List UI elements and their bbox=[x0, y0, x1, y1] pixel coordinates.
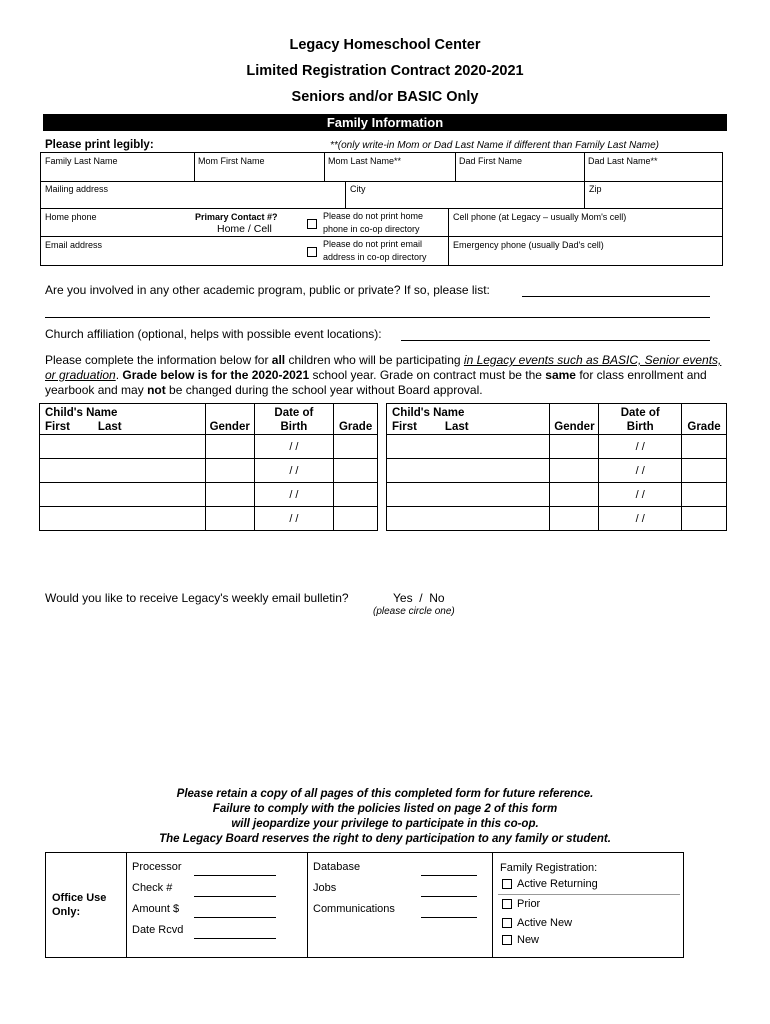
date-rcvd-line[interactable] bbox=[194, 938, 276, 939]
gender-header: Gender bbox=[550, 404, 599, 435]
dad-first-name-field[interactable]: Dad First Name bbox=[459, 156, 523, 166]
home-phone-field[interactable]: Home phone bbox=[45, 212, 97, 222]
bulletin-question: Would you like to receive Legacy's weekly email bulletin? bbox=[45, 591, 349, 605]
gender-header: Gender bbox=[205, 404, 254, 435]
database-label: Database bbox=[313, 861, 361, 873]
family-registration-label: Family Registration: bbox=[500, 862, 598, 874]
amount-line[interactable] bbox=[194, 917, 276, 918]
church-question: Church affiliation (optional, helps with possible event locations): bbox=[45, 327, 382, 341]
org-title: Legacy Homeschool Center bbox=[289, 37, 481, 53]
retention-notice: Please retain a copy of all pages of this completed form for future reference. Failure to comply with the policies listed on page 2 of this form will jeopardize your privilege to participate in this co-op. The Legacy Board reserves the right to deny participation to any family or student. bbox=[159, 788, 611, 845]
communications-line[interactable] bbox=[421, 917, 477, 918]
email-field[interactable]: Email address bbox=[45, 240, 103, 250]
contract-subtitle: Seniors and/or BASIC Only bbox=[291, 89, 479, 105]
academic-answer-line[interactable] bbox=[522, 296, 710, 297]
processor-line[interactable] bbox=[194, 875, 276, 876]
children-table-right bbox=[386, 403, 727, 531]
family-last-name-field[interactable]: Family Last Name bbox=[45, 156, 118, 166]
table-row[interactable]: / / bbox=[40, 483, 378, 507]
print-legibly-label: Please print legibly: bbox=[45, 139, 154, 151]
prior-checkbox[interactable] bbox=[502, 899, 512, 909]
dad-last-name-field[interactable]: Dad Last Name** bbox=[588, 156, 658, 166]
table-row[interactable]: / / bbox=[387, 483, 727, 507]
no-print-phone-checkbox[interactable] bbox=[307, 219, 317, 229]
processor-label: Processor bbox=[132, 861, 182, 873]
grade-header: Grade bbox=[334, 404, 378, 435]
active-new-checkbox[interactable] bbox=[502, 918, 512, 928]
jobs-line[interactable] bbox=[421, 896, 477, 897]
no-print-email-label-1: Please do not print email bbox=[323, 239, 423, 249]
table-row[interactable]: / / bbox=[387, 459, 727, 483]
check-line[interactable] bbox=[194, 896, 276, 897]
children-table-left bbox=[39, 403, 378, 531]
prior-label: Prior bbox=[517, 898, 541, 910]
dob-header: Date of Birth bbox=[254, 404, 334, 435]
table-row[interactable]: / / bbox=[40, 459, 378, 483]
database-line[interactable] bbox=[421, 875, 477, 876]
office-col-1 bbox=[132, 857, 183, 941]
check-label: Check # bbox=[132, 882, 173, 894]
no-print-phone-label-1: Please do not print home bbox=[323, 211, 424, 221]
office-use-label: Office Use Only: bbox=[52, 892, 107, 918]
academic-answer-line-2[interactable] bbox=[45, 317, 710, 318]
no-print-phone-label-2: phone in co-op directory bbox=[323, 224, 420, 234]
date-rcvd-label: Date Rcvd bbox=[132, 924, 184, 936]
family-info-banner: Family Information bbox=[43, 114, 727, 131]
amount-label: Amount $ bbox=[132, 903, 180, 915]
active-returning-checkbox[interactable] bbox=[502, 879, 512, 889]
grade-header: Grade bbox=[682, 404, 727, 435]
new-label: New bbox=[517, 934, 540, 946]
zip-field[interactable]: Zip bbox=[589, 184, 602, 194]
mailing-address-field[interactable]: Mailing address bbox=[45, 184, 109, 194]
city-field[interactable]: City bbox=[350, 184, 366, 194]
active-returning-label: Active Returning bbox=[517, 878, 598, 890]
primary-contact-label: Primary Contact #? bbox=[195, 212, 278, 222]
childs-name-header: Child's Name First Last bbox=[40, 404, 206, 435]
table-row[interactable]: / / bbox=[40, 435, 378, 459]
table-row[interactable]: / / bbox=[387, 507, 727, 531]
dob-header: Date of Birth bbox=[599, 404, 682, 435]
mom-first-name-field[interactable]: Mom First Name bbox=[198, 156, 265, 166]
lastname-note: **(only write-in Mom or Dad Last Name if different than Family Last Name) bbox=[330, 140, 660, 151]
office-col-2 bbox=[313, 857, 395, 920]
academic-question: Are you involved in any other academic program, public or private? If so, please list: bbox=[45, 283, 490, 297]
cell-phone-field[interactable]: Cell phone (at Legacy – usually Mom's cell) bbox=[453, 212, 627, 222]
bulletin-yes-no[interactable]: Yes / No bbox=[393, 591, 445, 605]
no-print-email-label-2: address in co-op directory bbox=[323, 252, 427, 262]
contract-title: Limited Registration Contract 2020-2021 bbox=[246, 63, 524, 79]
mom-last-name-field[interactable]: Mom Last Name** bbox=[328, 156, 402, 166]
jobs-label: Jobs bbox=[313, 882, 337, 894]
church-answer-line[interactable] bbox=[401, 340, 710, 341]
children-instructions: Please complete the information below for all children who will be participating in Legacy events such as BASIC, Senior events, or graduation. Grade below is for the 2020-2021 school year. Grade on contract must be the same for class enrollment and yearbook and may not be changed during the school year without Board approval. bbox=[45, 353, 722, 397]
emergency-phone-field[interactable]: Emergency phone (usually Dad's cell) bbox=[453, 240, 604, 250]
childs-name-header: Child's Name First Last bbox=[387, 404, 550, 435]
active-new-label: Active New bbox=[517, 917, 573, 929]
no-print-email-checkbox[interactable] bbox=[307, 247, 317, 257]
new-checkbox[interactable] bbox=[502, 935, 512, 945]
communications-label: Communications bbox=[313, 903, 395, 915]
table-row[interactable]: / / bbox=[387, 435, 727, 459]
table-row[interactable]: / / bbox=[40, 507, 378, 531]
home-cell-choice[interactable]: Home / Cell bbox=[217, 223, 272, 235]
bulletin-hint: (please circle one) bbox=[373, 606, 455, 617]
office-use-box bbox=[45, 852, 684, 958]
